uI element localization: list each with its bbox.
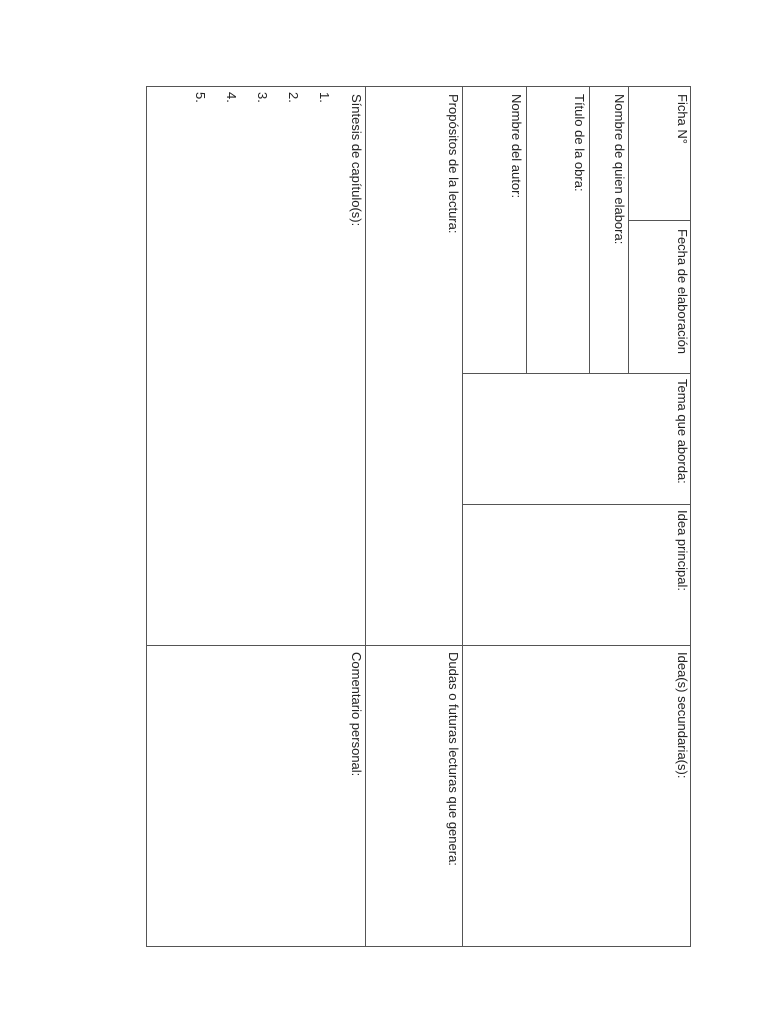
titulo-obra-label: Título de la obra: bbox=[572, 94, 587, 192]
divider-col-589 bbox=[589, 86, 590, 374]
ficha-label: Ficha N° bbox=[675, 94, 690, 144]
comentario-label: Comentario personal: bbox=[349, 652, 364, 777]
sintesis-item-3: 3. bbox=[255, 92, 270, 103]
divider-row-tema bbox=[462, 504, 691, 505]
divider-col-365 bbox=[365, 86, 366, 947]
border-right bbox=[690, 86, 691, 947]
divider-row-idea bbox=[146, 645, 691, 646]
dudas-label: Dudas o futuras lecturas que genera: bbox=[446, 652, 461, 866]
divider-row-ficha bbox=[628, 220, 691, 221]
fecha-label: Fecha de elaboración bbox=[675, 229, 690, 355]
sintesis-item-4: 4. bbox=[224, 92, 239, 103]
nombre-autor-label: Nombre del autor: bbox=[509, 94, 524, 199]
divider-row-fecha bbox=[462, 373, 691, 374]
border-bottom bbox=[146, 946, 691, 947]
sintesis-item-1: 1. bbox=[317, 92, 332, 103]
sintesis-item-2: 2. bbox=[286, 92, 301, 103]
divider-col-628 bbox=[628, 86, 629, 374]
sintesis-item-5: 5. bbox=[193, 92, 208, 103]
divider-col-526 bbox=[526, 86, 527, 374]
divider-col-462 bbox=[462, 86, 463, 947]
tema-label: Tema que aborda: bbox=[675, 379, 690, 484]
sintesis-label: Síntesis de capítulo(s): bbox=[349, 94, 364, 227]
border-left bbox=[146, 86, 147, 947]
border-top bbox=[146, 86, 691, 87]
propositos-label: Propósitos de la lectura: bbox=[446, 94, 461, 234]
nombre-quien-label: Nombre de quien elabora: bbox=[612, 94, 627, 245]
ideas-secundarias-label: Idea(s) secundaria(s): bbox=[675, 652, 690, 779]
idea-principal-label: Idea principal: bbox=[675, 510, 690, 591]
